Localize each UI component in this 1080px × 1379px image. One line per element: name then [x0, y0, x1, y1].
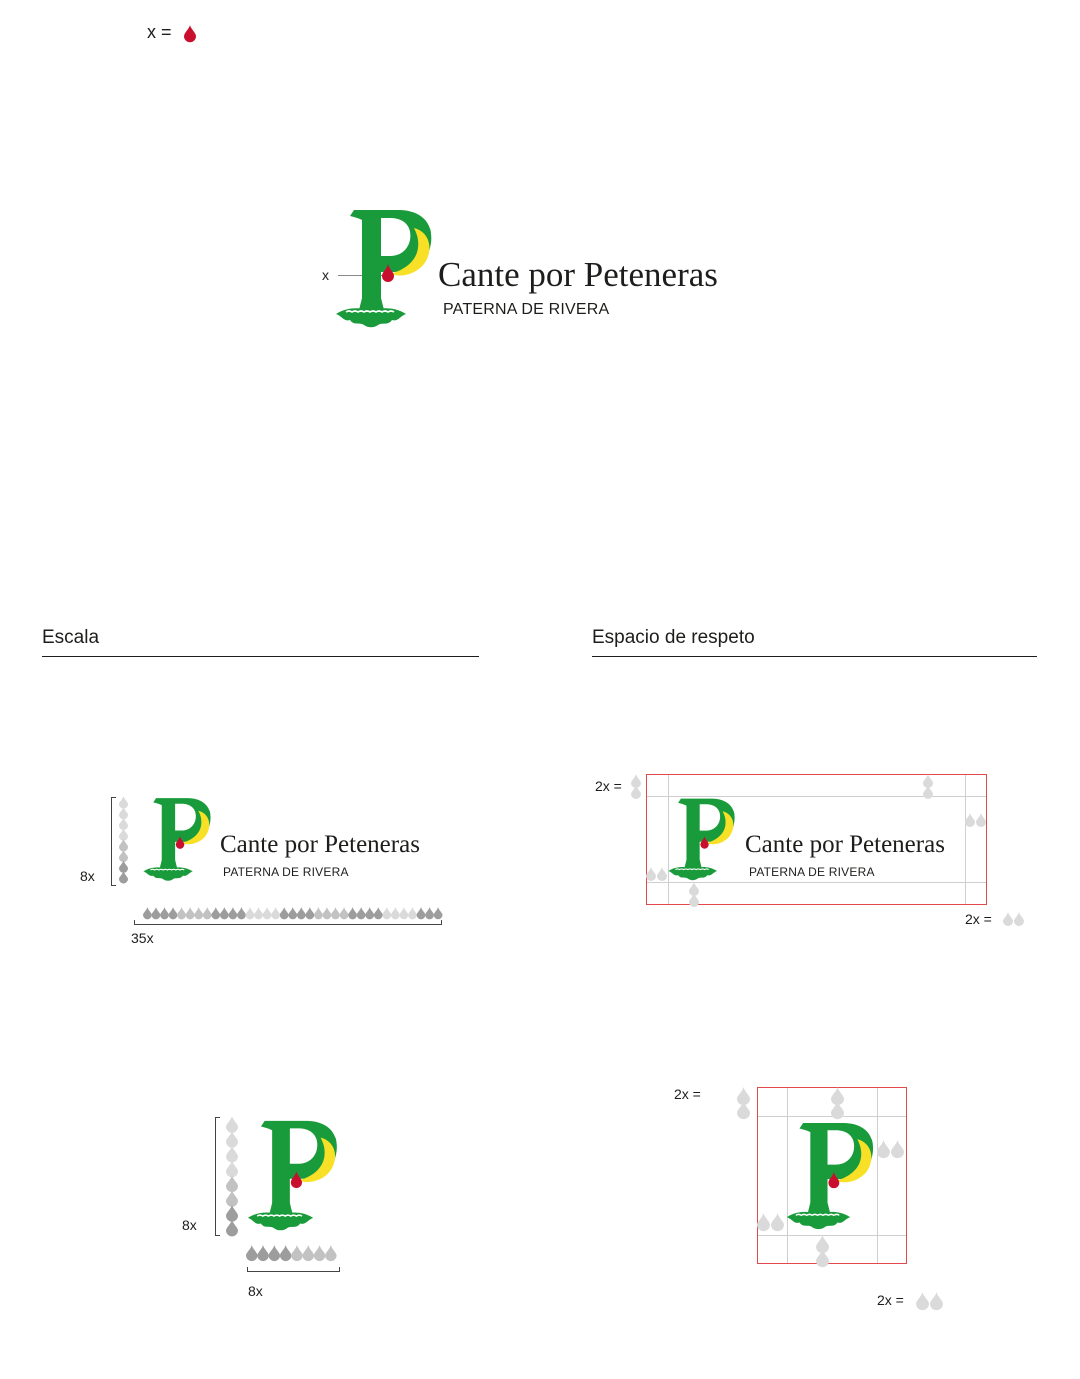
drop-icon	[340, 907, 349, 919]
drop-icon	[305, 907, 314, 919]
drop-icon	[1003, 912, 1013, 926]
width-label: 35x	[131, 930, 154, 946]
monogram-icon	[246, 1116, 344, 1234]
drop-icon	[280, 1245, 292, 1261]
brand-name: Cante por Peteneras	[220, 831, 420, 858]
drop-icon	[657, 867, 667, 881]
drop-icon	[226, 1146, 238, 1163]
scale-section-rule	[42, 656, 479, 657]
respect-legend-drops	[736, 1087, 751, 1117]
drop-icon	[143, 907, 152, 919]
drop-icon	[203, 907, 212, 919]
monogram-icon	[785, 1117, 880, 1234]
height-label: 8x	[182, 1217, 197, 1233]
drop-icon	[391, 907, 400, 919]
drop-icon	[303, 1245, 315, 1261]
drop-icon	[220, 907, 229, 919]
drop-icon	[226, 1205, 238, 1222]
height-bracket	[215, 1117, 220, 1236]
drop-icon	[314, 907, 323, 919]
drop-icon	[357, 907, 366, 919]
width-label: 8x	[248, 1283, 263, 1299]
drop-icon	[916, 1292, 929, 1310]
clearance-drops-right	[965, 813, 989, 825]
respect-legend-drops	[630, 774, 642, 798]
respect-legend-top: 2x =	[595, 778, 622, 794]
drop-icon	[331, 907, 340, 919]
drop-icon	[160, 907, 169, 919]
brand-subtitle: PATERNA DE RIVERA	[749, 865, 875, 879]
width-bracket	[134, 920, 442, 925]
drop-icon	[226, 1175, 238, 1192]
drop-icon	[186, 907, 195, 919]
drop-icon	[263, 907, 272, 919]
drop-icon	[246, 907, 255, 919]
respect-section-title: Espacio de respeto	[592, 627, 755, 648]
drop-icon	[211, 907, 220, 919]
drop-icon	[1014, 912, 1024, 926]
drop-icon	[923, 785, 933, 799]
clearance-drops-left	[646, 867, 670, 879]
height-drop-scale	[225, 1116, 239, 1236]
drop-icon	[400, 907, 409, 919]
drop-icon	[314, 1245, 326, 1261]
clearance-drops-right	[877, 1140, 907, 1155]
monogram-icon	[667, 795, 740, 883]
x-legend-label: x =	[147, 22, 172, 42]
drop-icon	[831, 1101, 844, 1119]
drop-icon	[877, 1140, 890, 1158]
brand-subtitle: PATERNA DE RIVERA	[223, 865, 349, 879]
clearance-drops-left	[757, 1213, 787, 1228]
drop-icon	[374, 907, 383, 919]
respect-legend-side: 2x =	[965, 911, 992, 927]
drop-icon	[737, 1101, 750, 1119]
drop-icon	[229, 907, 238, 919]
drop-icon	[257, 1245, 269, 1261]
drop-icon	[891, 1140, 904, 1158]
drop-icon	[246, 1245, 258, 1261]
respect-legend-drops	[1003, 912, 1027, 924]
drop-icon	[930, 1292, 943, 1310]
drop-icon	[757, 1213, 770, 1231]
drop-icon	[226, 1160, 238, 1177]
drop-icon	[177, 907, 186, 919]
drop-icon	[271, 907, 280, 919]
drop-icon	[348, 907, 357, 919]
drop-icon	[382, 907, 391, 919]
respect-legend-drops	[916, 1292, 946, 1307]
respect-legend-side: 2x =	[877, 1292, 904, 1308]
drop-icon	[194, 907, 203, 919]
drop-icon	[291, 1245, 303, 1261]
height-label: 8x	[80, 868, 95, 884]
drop-icon	[434, 907, 443, 919]
width-bracket	[247, 1267, 340, 1272]
drop-icon	[288, 907, 297, 919]
drop-icon	[297, 907, 306, 919]
drop-icon	[226, 1131, 238, 1148]
drop-icon	[365, 907, 374, 919]
clearance-drops-bottom	[688, 882, 700, 906]
drop-icon	[237, 907, 246, 919]
monogram-icon	[142, 795, 216, 883]
drop-icon	[280, 907, 289, 919]
height-drop-scale	[118, 796, 130, 886]
drop-icon	[965, 813, 975, 827]
drop-icon	[226, 1220, 238, 1237]
height-bracket	[111, 797, 116, 886]
drop-icon	[226, 1190, 238, 1207]
drop-icon	[425, 907, 434, 919]
drop-icon	[184, 25, 196, 42]
width-drop-scale	[246, 1245, 342, 1261]
drop-icon	[119, 871, 128, 884]
scale-section-title: Escala	[42, 627, 100, 648]
drop-icon	[631, 785, 641, 799]
monogram-icon	[334, 206, 439, 330]
respect-legend-top: 2x =	[674, 1086, 701, 1102]
drop-icon	[325, 1245, 337, 1261]
drop-icon	[816, 1249, 829, 1267]
drop-icon	[226, 1116, 238, 1133]
drop-icon	[323, 907, 332, 919]
clearance-drops-bottom	[815, 1235, 830, 1265]
width-drop-scale	[143, 907, 445, 920]
drop-icon	[269, 1245, 281, 1261]
brand-subtitle: PATERNA DE RIVERA	[443, 301, 610, 318]
drop-icon	[254, 907, 263, 919]
drop-icon	[169, 907, 178, 919]
clearance-drops-top	[830, 1087, 845, 1117]
respect-section-rule	[592, 656, 1037, 657]
drop-icon	[689, 893, 699, 907]
drop-icon	[417, 907, 426, 919]
x-marker-label: x	[322, 267, 329, 283]
drop-icon	[976, 813, 986, 827]
drop-icon	[771, 1213, 784, 1231]
brand-name: Cante por Peteneras	[438, 255, 718, 294]
drop-icon	[152, 907, 161, 919]
clearance-drops-top	[922, 774, 934, 798]
drop-icon	[646, 867, 656, 881]
drop-icon	[408, 907, 417, 919]
brand-name: Cante por Peteneras	[745, 831, 945, 858]
